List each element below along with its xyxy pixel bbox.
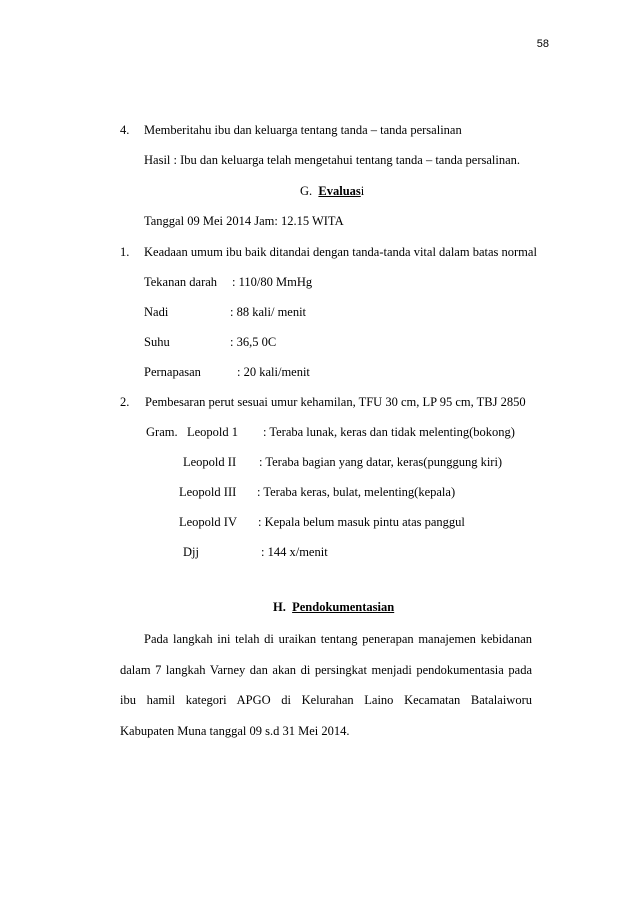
item-1-text: Keadaan umum ibu baik ditandai dengan tanda-tanda vital dalam batas normal <box>144 245 537 259</box>
vital-pulse <box>144 304 306 320</box>
vital-value: : 88 kali/ menit <box>230 305 307 319</box>
section-g-title-end: i <box>360 184 365 198</box>
gram-label: Gram. <box>146 425 178 439</box>
item-2-text: Pembesaran perut sesuai umur kehamilan, TFU 30 cm, LP 95 cm, TBJ 2850 <box>145 395 526 409</box>
vital-temperature <box>144 334 276 350</box>
section-h-title: Pendokumentasian <box>292 600 395 614</box>
leopold-1 <box>146 424 515 440</box>
paragraph-line-4: Kabupaten Muna tanggal 09 s.d 31 Mei 2014. <box>120 724 350 738</box>
paragraph-line-3: ibu hamil kategori APGO di Kelurahan Laino Kecamatan Batalaiworu <box>120 693 532 707</box>
vital-blood-pressure <box>144 274 312 290</box>
item-2-number: 2. <box>120 395 130 409</box>
leopold-value: : 144 x/menit <box>261 545 328 559</box>
leopold-2 <box>183 454 502 470</box>
vital-value: : 110/80 MmHg <box>232 275 313 289</box>
leopold-label: Djj <box>183 545 199 559</box>
paragraph-line-2: dalam 7 langkah Varney dan akan di persingkat menjadi pendokumentasia pada <box>120 663 532 677</box>
section-g-title: Evaluas <box>318 184 361 198</box>
section-g-heading <box>300 183 364 199</box>
vital-label: Tekanan darah <box>144 275 218 289</box>
item-2 <box>120 394 532 410</box>
vital-label: Suhu <box>144 335 170 349</box>
item-4 <box>120 122 462 138</box>
leopold-3 <box>179 484 455 500</box>
leopold-4 <box>179 514 465 530</box>
leopold-label: Leopold III <box>179 485 237 499</box>
leopold-value: : Teraba lunak, keras dan tidak melenting(bokong) <box>262 425 515 439</box>
section-g-prefix: G. <box>300 184 313 198</box>
item-1-number: 1. <box>120 245 130 259</box>
item-1 <box>120 244 537 260</box>
leopold-value: : Teraba bagian yang datar, keras(punggung kiri) <box>259 455 503 469</box>
leopold-value: : Teraba keras, bulat, melenting(kepala) <box>257 485 456 499</box>
item-4-result: Hasil : Ibu dan keluarga telah mengetahui tentang tanda – tanda persalinan. <box>144 153 521 167</box>
leopold-label: Leopold IV <box>179 515 237 529</box>
section-h-prefix: H. <box>273 600 286 614</box>
paragraph-line-1: Pada langkah ini telah di uraikan tentang penerapan manajemen kebidanan <box>144 632 532 646</box>
section-h-heading <box>273 599 394 615</box>
vital-label: Nadi <box>144 305 169 319</box>
leopold-label: Leopold 1 <box>186 425 239 439</box>
leopold-label: Leopold II <box>183 455 237 469</box>
page-number: 58 <box>536 38 549 50</box>
item-4-text: Memberitahu ibu dan keluarga tentang tanda – tanda persalinan <box>144 123 462 137</box>
item-4-number: 4. <box>120 123 130 137</box>
evaluation-date: Tanggal 09 Mei 2014 Jam: 12.15 WITA <box>144 214 344 228</box>
vital-value: : 20 kali/menit <box>237 365 310 379</box>
vital-respiration <box>144 364 310 380</box>
fetal-heart-rate <box>183 544 328 560</box>
leopold-value: : Kepala belum masuk pintu atas panggul <box>258 515 465 529</box>
vital-label: Pernapasan <box>144 365 201 379</box>
vital-value: : 36,5 0C <box>230 335 277 349</box>
